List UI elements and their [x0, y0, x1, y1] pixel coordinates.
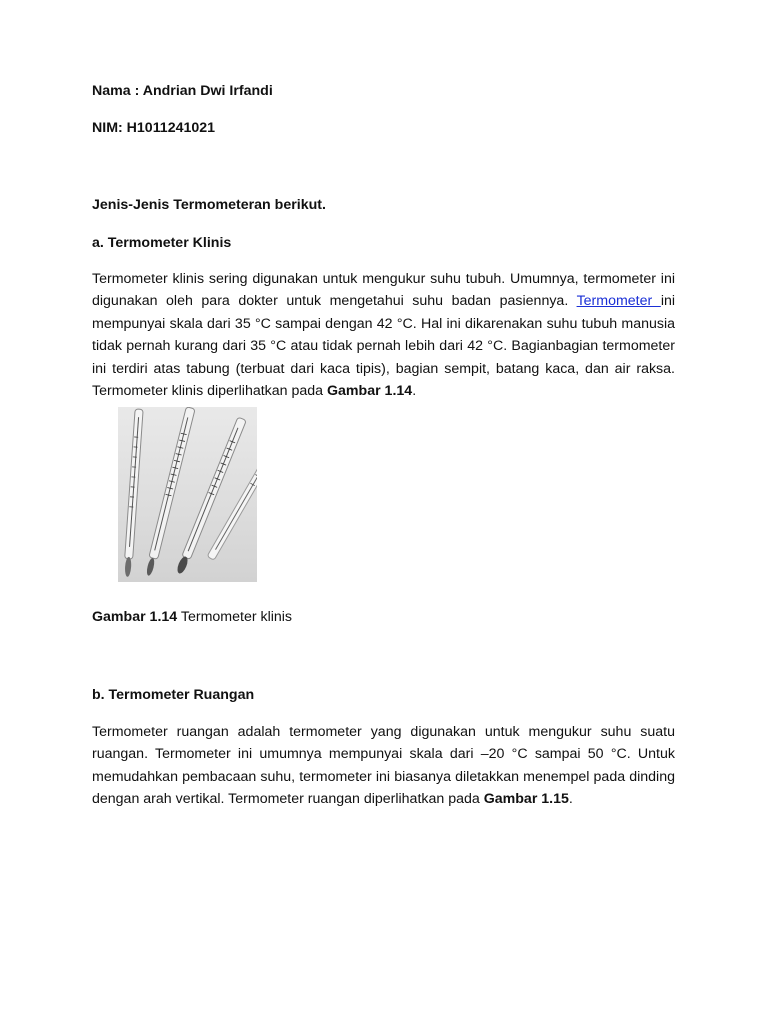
clinical-thermometer-image	[118, 407, 257, 582]
section-b-heading: b. Termometer Ruangan	[92, 687, 255, 703]
section-b-paragraph	[92, 721, 675, 811]
section-a-text-rest: ini mempunyai skala dari 35 °C sampai dengan 42 °C. Hal ini dikarenakan suhu tubuh manusia tidak pernah kurang dari 35 °C atau tidak pernah lebih dari 42 °C. Bagianbagian termometer ini terdiri atas tabung (terbuat dari kaca tipis), bagian sempit, batang kaca, dan air raksa. Termometer klinis diperlihatkan pada	[92, 293, 676, 400]
termometer-link[interactable]: Termometer	[576, 293, 661, 310]
section-a-text-start: Termometer klinis sering digunakan untuk mengukur suhu tubuh. Umumnya, termometer ini digunakan oleh para dokter untuk mengetahui suhu badan pasiennya.	[92, 271, 675, 310]
section-b-text-end: .	[568, 791, 573, 808]
caption-text: Termometer klinis	[177, 609, 293, 625]
section-a-paragraph	[92, 268, 675, 402]
caption-figure-ref: Gambar 1.14	[92, 609, 178, 625]
intro-heading: Jenis-Jenis Termometeran berikut.	[92, 197, 326, 213]
section-b-text-start: Termometer ruangan adalah termometer yang digunakan untuk mengukur suhu suatu ruangan. Termometer ini umumnya mempunyai skala dari –20 °C sampai 50 °C. Untuk memudahkan pembacaan suhu, termometer ini biasanya diletakkan menempel pada dinding dengan arah vertikal. Termometer ruangan diperlihatkan pada	[92, 724, 675, 808]
thermometers-illustration	[118, 407, 257, 582]
section-a-text-end: .	[412, 383, 417, 400]
student-nim: NIM: H1011241021	[92, 120, 216, 136]
section-a-figure-ref: Gambar 1.14	[327, 383, 413, 400]
section-b-figure-ref: Gambar 1.15	[483, 791, 569, 808]
student-name: Nama : Andrian Dwi Irfandi	[92, 83, 273, 99]
section-a-heading: a. Termometer Klinis	[92, 235, 232, 251]
figure-caption	[92, 609, 292, 625]
